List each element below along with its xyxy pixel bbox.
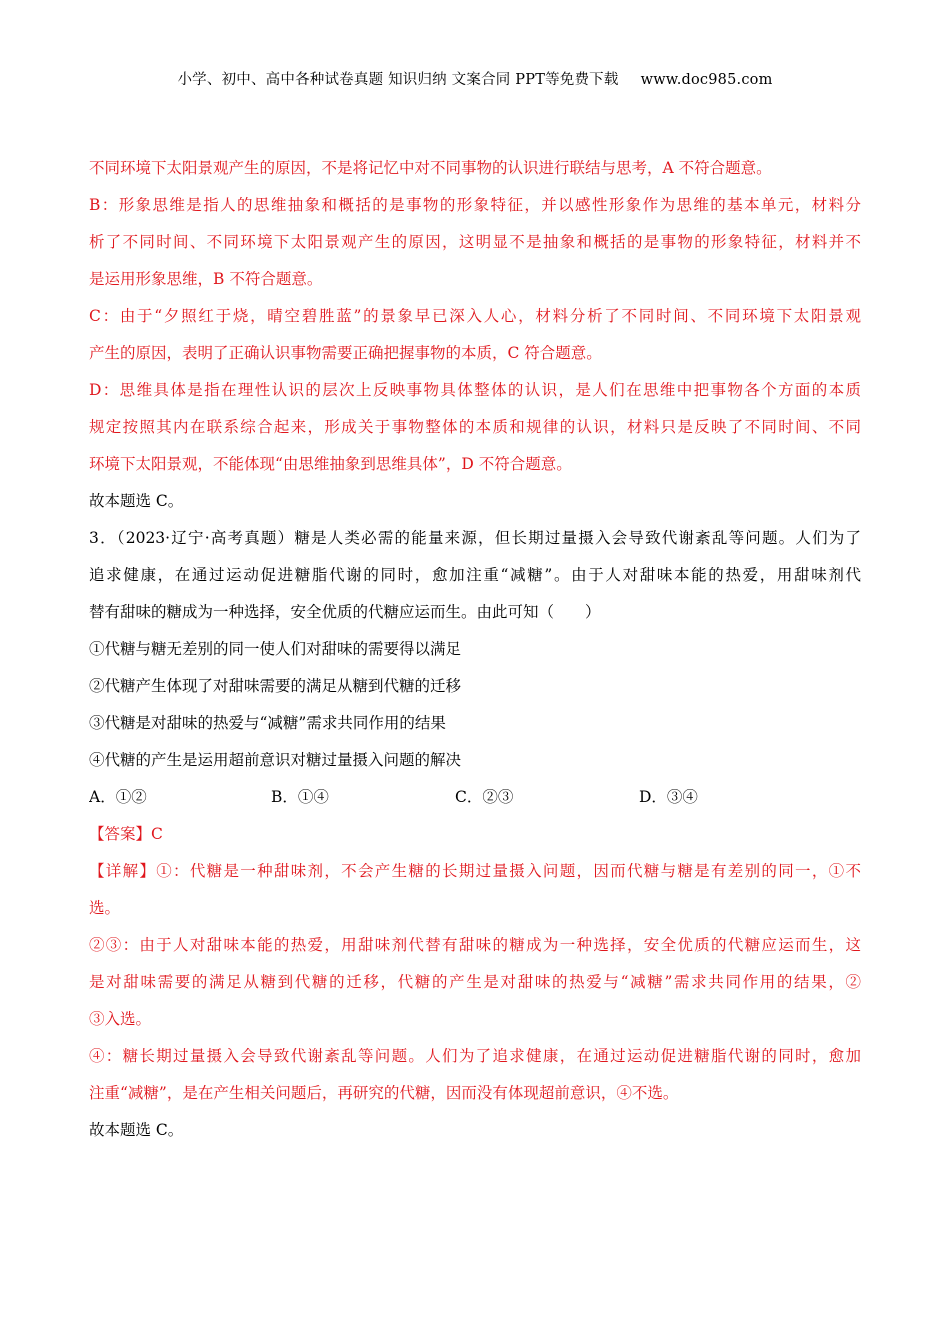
- detail-conclusion: 故本题选 C。: [89, 1121, 184, 1139]
- detail-line: [89, 853, 861, 890]
- analysis-line: 环境下太阳景观，不能体现“由思维抽象到思维具体”，D 不符合题意。: [89, 455, 572, 473]
- analysis-line: C：由于“夕照红于烧，晴空碧胜蓝”的景象早已深入人心，材料分析了不同时间、不同环境下太阳景观: [89, 307, 861, 325]
- option-c: C．②③: [455, 788, 514, 806]
- answer-line: [89, 816, 861, 853]
- page-header: [0, 68, 950, 89]
- question-stem: 替有甜味的糖成为一种选择，安全优质的代糖应运而生。由此可知（ ）: [89, 603, 601, 621]
- option-a: A．①②: [89, 788, 147, 806]
- detail-text: ①：代糖是一种甜味剂，不会产生糖的长期过量摄入问题，因而代糖与糖是有差别的同一，①不: [156, 862, 861, 880]
- header-site: www.doc985.com: [640, 72, 773, 88]
- question-stem: 3．（2023·辽宁·高考真题）糖是人类必需的能量来源，但长期过量摄入会导致代谢紊乱等问题。人们为了: [89, 529, 861, 547]
- analysis-line: D：思维具体是指在理性认识的层次上反映事物具体整体的认识，是人们在思维中把事物各个方面的本质: [89, 381, 861, 399]
- detail-line: ②③：由于人对甜味本能的热爱，用甜味剂代替有甜味的糖成为一种选择，安全优质的代糖应运而生，这: [89, 936, 861, 954]
- analysis-line: 产生的原因，表明了正确认识事物需要正确把握事物的本质，C 符合题意。: [89, 344, 602, 362]
- question-item: ①代糖与糖无差别的同一使人们对甜味的需要得以满足: [89, 640, 462, 658]
- answer-label: 【答案】: [89, 825, 152, 843]
- detail-line: ③入选。: [89, 1010, 152, 1028]
- analysis-line: 不同环境下太阳景观产生的原因，不是将记忆中对不同事物的认识进行联结与思考，A 不符合题意。: [89, 159, 772, 177]
- question-item: ③代糖是对甜味的热爱与“减糖”需求共同作用的结果: [89, 714, 446, 732]
- option-d: D．③④: [639, 788, 698, 806]
- detail-line: 是对甜味需要的满足从糖到代糖的迁移，代糖的产生是对甜味的热爱与“减糖”需求共同作用的结果，②: [89, 973, 861, 991]
- analysis-line: B：形象思维是指人的思维抽象和概括的是事物的形象特征，并以感性形象作为思维的基本单元，材料分: [89, 196, 861, 214]
- analysis-line: 规定按照其内在联系综合起来，形成关于事物整体的本质和规律的认识，材料只是反映了不同时间、不同: [89, 418, 861, 436]
- question-stem: 追求健康，在通过运动促进糖脂代谢的同时，愈加注重“减糖”。由于人对甜味本能的热爱，用甜味剂代: [89, 566, 861, 584]
- document-body: [89, 150, 861, 1149]
- answer-options: [89, 779, 861, 816]
- question-item: ②代糖产生体现了对甜味需要的满足从糖到代糖的迁移: [89, 677, 462, 695]
- detail-label: 【详解】: [89, 862, 157, 880]
- detail-line: 选。: [89, 899, 121, 917]
- question-item: ④代糖的产生是运用超前意识对糖过量摄入问题的解决: [89, 751, 462, 769]
- option-b: B．①④: [271, 788, 329, 806]
- header-text: 小学、初中、高中各种试卷真题 知识归纳 文案合同 PPT等免费下载: [177, 72, 619, 88]
- detail-line: ④：糖长期过量摄入会导致代谢紊乱等问题。人们为了追求健康，在通过运动促进糖脂代谢的同时，愈加: [89, 1047, 861, 1065]
- answer-value: C: [151, 825, 163, 843]
- analysis-line: 析了不同时间、不同环境下太阳景观产生的原因，这明显不是抽象和概括的是事物的形象特征，材料并不: [89, 233, 861, 251]
- analysis-conclusion: 故本题选 C。: [89, 492, 184, 510]
- detail-line: 注重“减糖”，是在产生相关问题后，再研究的代糖，因而没有体现超前意识，④不选。: [89, 1084, 679, 1102]
- analysis-line: 是运用形象思维，B 不符合题意。: [89, 270, 323, 288]
